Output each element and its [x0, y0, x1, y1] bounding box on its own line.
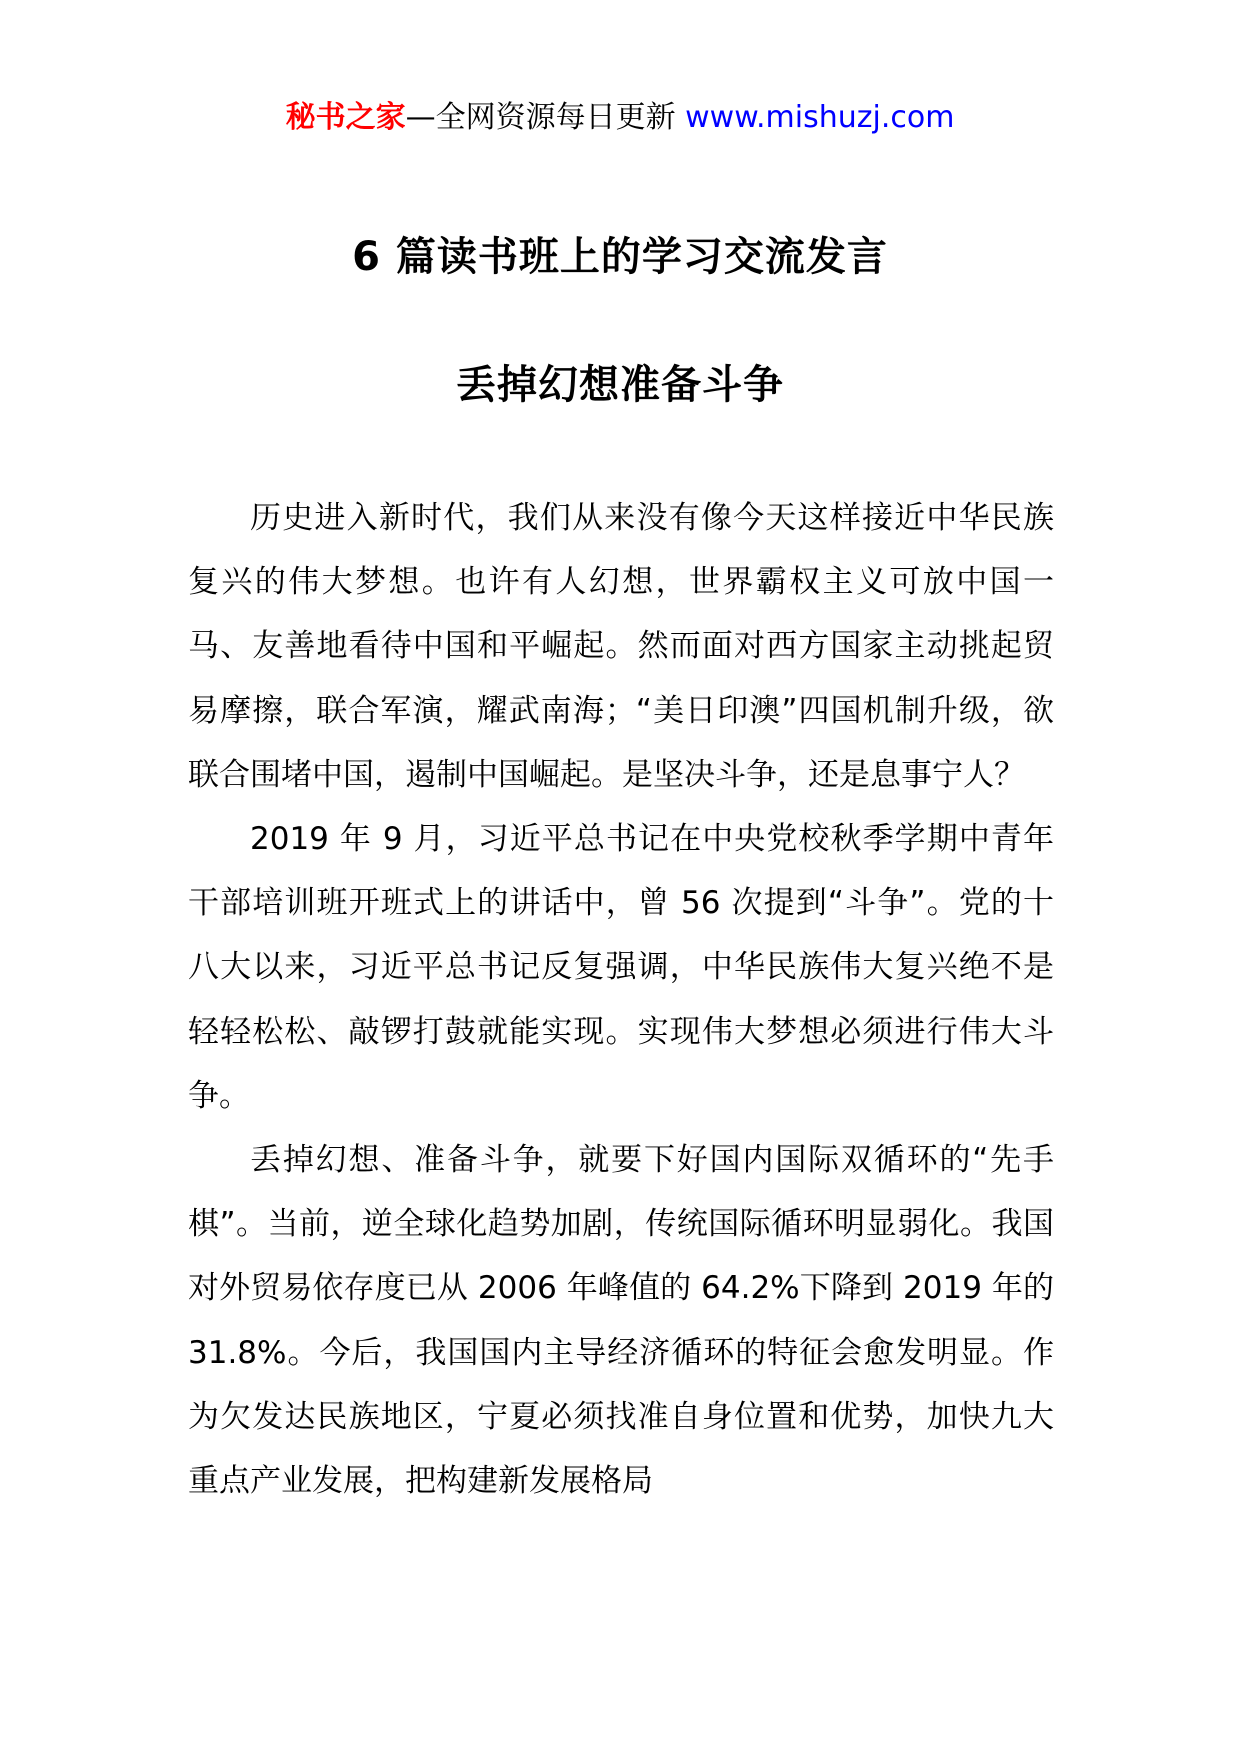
- document-body: [188, 486, 1054, 1513]
- header-tagline: —全网资源每日更新: [405, 100, 686, 135]
- paragraph: 2019 年 9 月，习近平总书记在中央党校秋季学期中青年干部培训班开班式上的讲话中，曾 56 次提到“斗争”。党的十八大以来，习近平总书记反复强调，中华民族伟大复兴绝不是轻轻松松、敲锣打鼓就能实现。实现伟大梦想必须进行伟大斗争。: [188, 821, 1054, 1114]
- document-title: 6 篇读书班上的学习交流发言: [352, 234, 888, 280]
- site-header: [0, 98, 1240, 138]
- site-url-link[interactable]: www.mishuzj.com: [685, 100, 955, 135]
- paragraph: 丢掉幻想、准备斗争，就要下好国内国际双循环的“先手棋”。当前，逆全球化趋势加剧，传统国际循环明显弱化。我国对外贸易依存度已从 2006 年峰值的 64.2%下降到 2019 年的 31.8%。今后，我国国内主导经济循环的特征会愈发明显。作为欠发达民族地区，宁夏必须找准自身位置和优势，加快九大重点产业发展，把构建新发展格局: [188, 1142, 1054, 1500]
- document-subtitle: 丢掉幻想准备斗争: [456, 362, 784, 408]
- brand-name: 秘书之家: [285, 100, 406, 135]
- paragraph: 历史进入新时代，我们从来没有像今天这样接近中华民族复兴的伟大梦想。也许有人幻想，世界霸权主义可放中国一马、友善地看待中国和平崛起。然而面对西方国家主动挑起贸易摩擦，联合军演，耀武南海；“美日印澳”四国机制升级，欲联合围堵中国，遏制中国崛起。是坚决斗争，还是息事宁人？: [188, 500, 1054, 793]
